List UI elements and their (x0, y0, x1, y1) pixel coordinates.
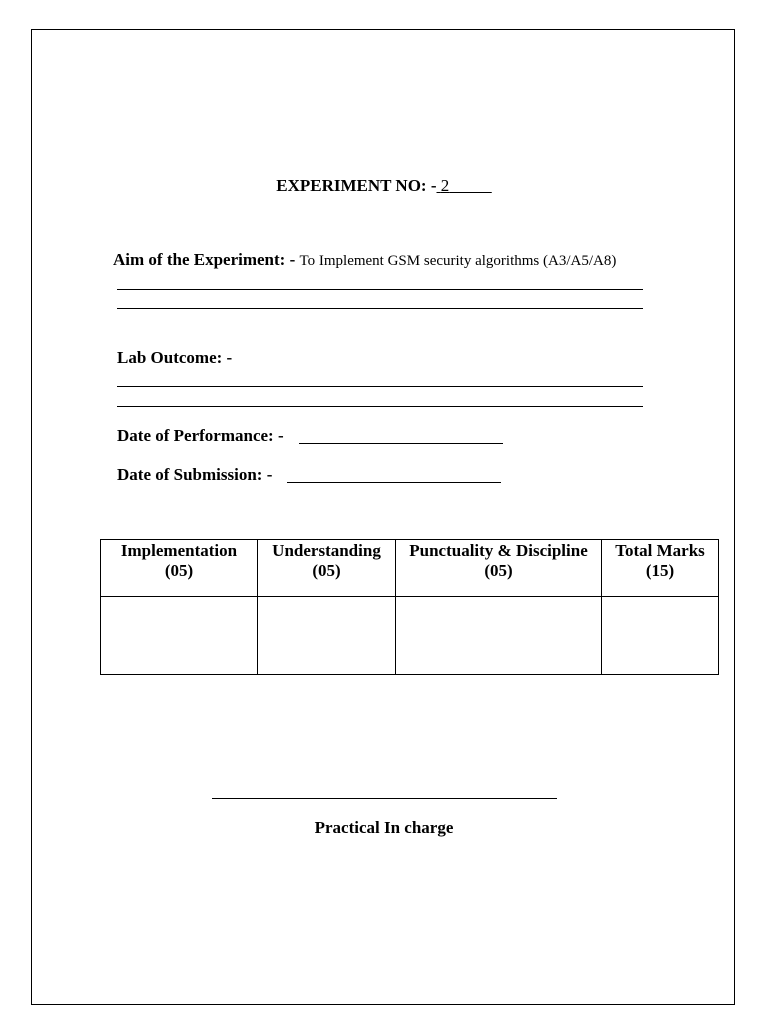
lab-outcome-label: Lab Outcome: - (117, 348, 233, 367)
marks-entry-row (101, 597, 719, 675)
aim-value: To Implement GSM security algorithms (A3/A5/A8) (299, 253, 617, 269)
date-of-performance-blank[interactable] (299, 443, 503, 444)
marks-table (100, 539, 719, 675)
experiment-number: 2 (440, 176, 450, 195)
marks-header-row (101, 540, 719, 597)
experiment-title (0, 176, 768, 196)
marks-header-punctuality: Punctuality & Discipline (05) (396, 540, 602, 597)
marks-header-total: Total Marks (15) (602, 540, 719, 597)
marks-cell-total[interactable] (602, 597, 719, 675)
aim-label: Aim of the Experiment: - (113, 250, 296, 269)
date-of-submission-blank[interactable] (287, 482, 501, 483)
date-of-submission-label: Date of Submission: - (117, 465, 273, 484)
marks-header-understanding: Understanding (05) (258, 540, 396, 597)
aim-rule-1 (117, 289, 643, 290)
date-of-performance-label: Date of Performance: - (117, 426, 284, 445)
marks-cell-implementation[interactable] (101, 597, 258, 675)
aim-rule-2 (117, 308, 643, 309)
signature-line[interactable] (212, 798, 557, 799)
aim-row (113, 250, 616, 270)
experiment-label: EXPERIMENT NO: - (276, 176, 437, 195)
signature-label: Practical In charge (314, 818, 454, 837)
marks-header-implementation: Implementation (05) (101, 540, 258, 597)
marks-cell-punctuality[interactable] (396, 597, 602, 675)
lab-outcome-rule-1 (117, 386, 643, 387)
marks-cell-understanding[interactable] (258, 597, 396, 675)
lab-outcome-rule-2 (117, 406, 643, 407)
